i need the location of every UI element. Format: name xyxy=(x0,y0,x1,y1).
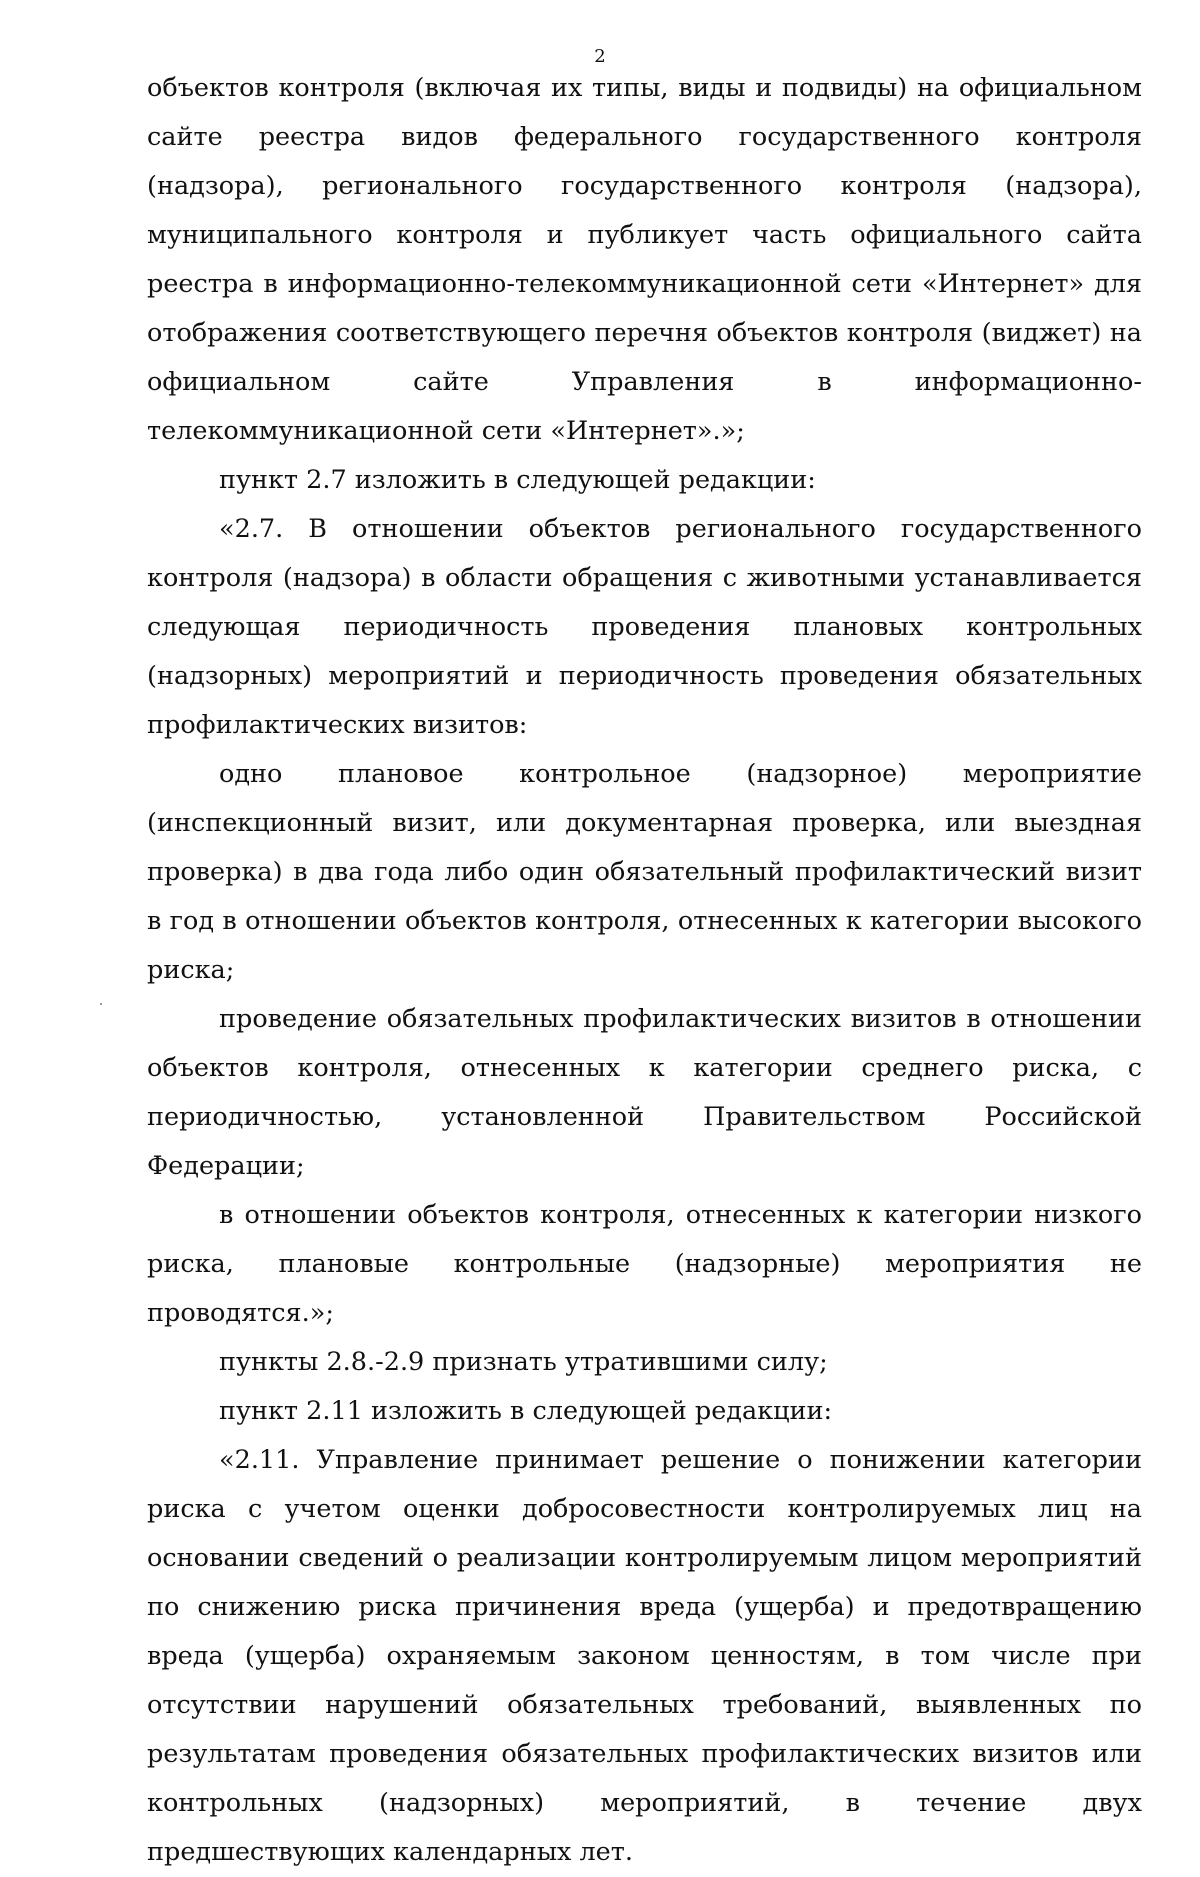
paragraph-2-11: «2.11. Управление принимает решение о понижении категории риска с учетом оценки добросовестности контролируемых лиц на основании сведений о реализации контролируемым лицом мероприятий по снижению риска причинения вреда (ущерба) и предотвращению вреда (ущерба) охраняемым законом ценностям, в том числе при отсутствии нарушений обязательных требований, выявленных по результатам проведения обязательных профилактических визитов или контрольных (надзорных) мероприятий, в течение двух предшествующих календарных лет. xyxy=(147,1445,1142,1867)
paragraph-continuation: объектов контроля (включая их типы, виды и подвиды) на официальном сайте реестра видов федерального государственного контроля (надзора), регионального государственного контроля (надзора), муниципального контроля и публикует часть официального сайта реестра в информационно-телекоммуникационной сети «Интернет» для отображения соответствующего перечня объектов контроля (виджет) на официальном сайте Управления в информационно-телекоммуникационной сети «Интернет».»; xyxy=(147,73,1142,446)
paragraph-amendment-2-7-intro: пункт 2.7 изложить в следующей редакции: xyxy=(219,465,816,495)
document-body xyxy=(147,64,1142,1877)
paragraph-high-risk: одно плановое контрольное (надзорное) мероприятие (инспекционный визит, или документарная проверка, или выездная проверка) в два года либо один обязательный профилактический визит в год в отношении объектов контроля, отнесенных к категории высокого риска; xyxy=(147,759,1142,985)
page-number: 2 xyxy=(594,46,606,67)
paragraph-2-8-2-9: пункты 2.8.-2.9 признать утратившими силу; xyxy=(219,1347,828,1377)
paragraph-2-7: «2.7. В отношении объектов регионального государственного контроля (надзора) в области обращения с животными устанавливается следующая периодичность проведения плановых контрольных (надзорных) мероприятий и периодичность проведения обязательных профилактических визитов: xyxy=(147,514,1142,740)
paragraph-low-risk: в отношении объектов контроля, отнесенных к категории низкого риска, плановые контрольные (надзорные) мероприятия не проводятся.»; xyxy=(147,1200,1142,1328)
paragraph-medium-risk: проведение обязательных профилактических визитов в отношении объектов контроля, отнесенных к категории среднего риска, с периодичностью, установленной Правительством Российской Федерации; xyxy=(147,1004,1142,1181)
paragraph-amendment-2-11-intro: пункт 2.11 изложить в следующей редакции: xyxy=(219,1396,833,1426)
scan-speck xyxy=(100,1003,102,1005)
